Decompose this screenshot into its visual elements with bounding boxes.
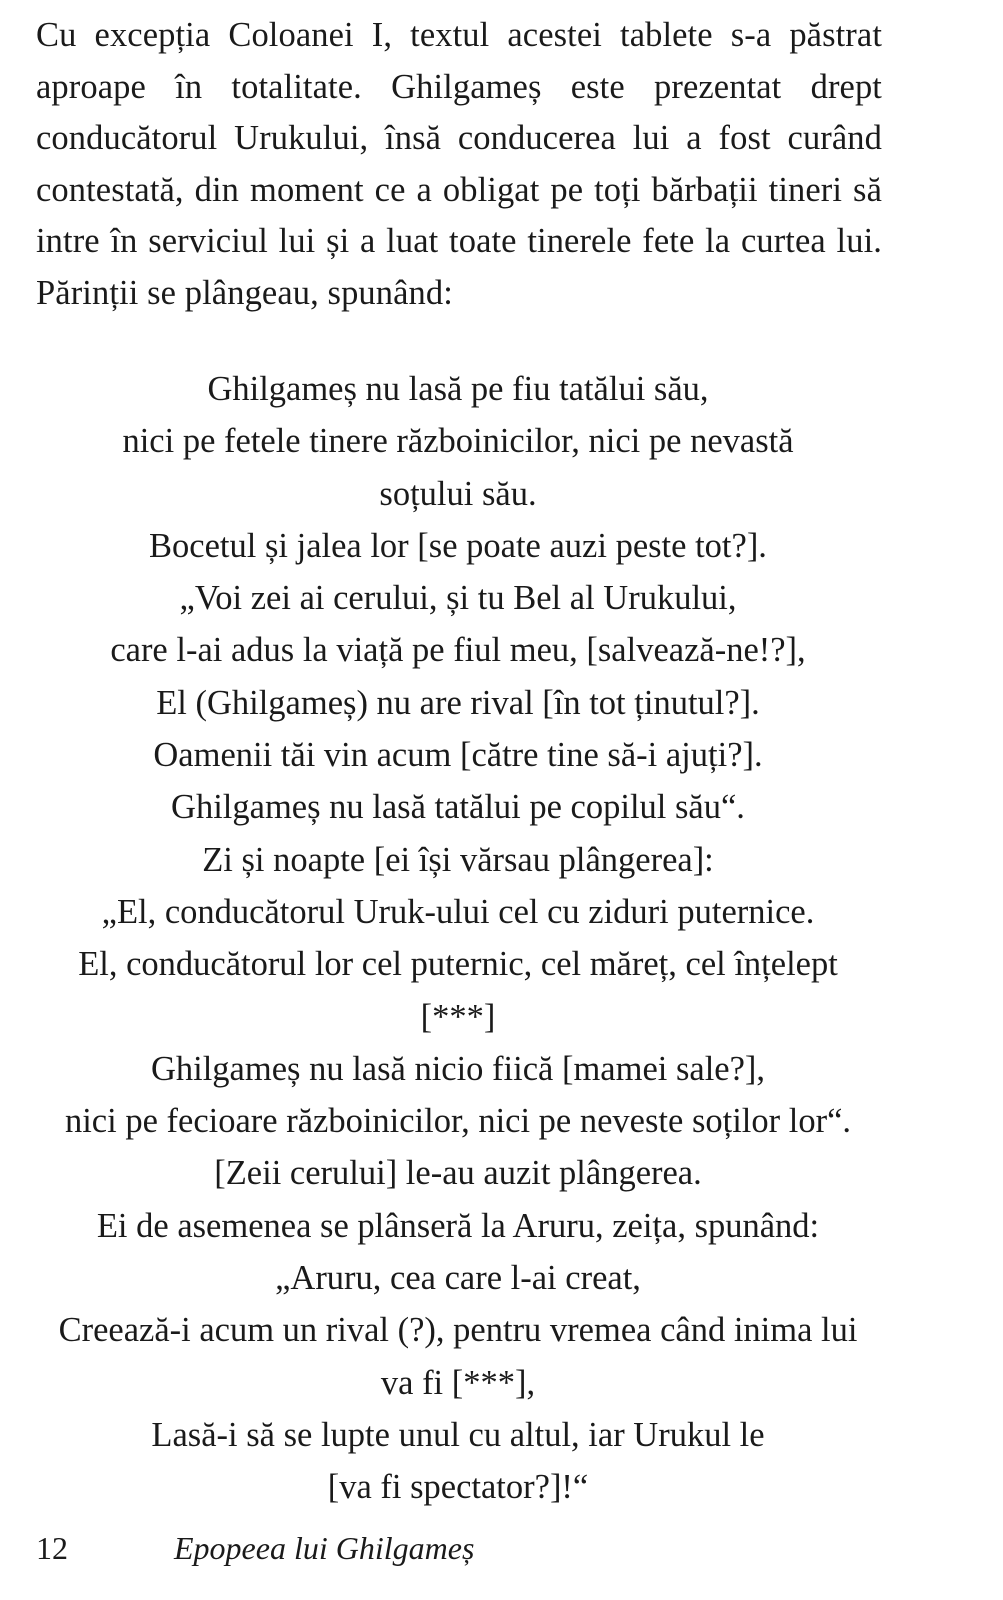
page-number: 12 [36,1530,68,1566]
verse-line: Ghilgameș nu lasă pe fiu tatălui său, [207,370,709,408]
verse-line: [va fi spectator?]!“ [327,1468,589,1507]
verse-line: Ei de asemenea se plânseră la Aruru, zeița, spunând: [96,1206,820,1245]
verse-line: [***] [420,997,496,1036]
verse-line: nici pe fecioare războinicilor, nici pe neveste soților lor“. [64,1102,852,1141]
running-title: Epopeea lui Ghilgameș [174,1530,475,1566]
verse-line: soțului său. [379,474,537,513]
paragraph-line: intre în serviciul lui și a luat toate tinerele fete la curtea lui. [36,222,882,260]
verse-line: [Zeii cerului] le-au auzit plângerea. [214,1154,702,1193]
verse-line: „Aruru, cea care l-ai creat, [275,1259,641,1298]
paragraph-line: contestată, din moment ce a obligat pe toți bărbații tineri să [36,170,882,209]
verse-line: Oamenii tăi vin acum [către tine să-i ajuți?]. [153,736,763,775]
paragraph-line: Părinții se plângeau, spunând: [36,273,453,312]
verse-line: Bocetul și jalea lor [se poate auzi peste tot?]. [149,526,767,565]
verse-line: nici pe fetele tinere războinicilor, nici pe nevastă [122,422,794,461]
verse-line: Lasă-i să se lupte unul cu altul, iar Urukul le [151,1415,765,1454]
verse-block [0,363,916,1514]
verse-line: Ghilgameș nu lasă tatălui pe copilul său“. [171,788,745,827]
verse-line: Zi și noapte [ei își vărsau plângerea]: [202,840,714,879]
verse-line: va fi [***], [380,1363,536,1402]
paragraph-line: aproape în totalitate. Ghilgameș este prezentat drept [36,67,882,106]
intro-paragraph [36,10,882,319]
verse-line: El, conducătorul lor cel puternic, cel măreț, cel înțelept [78,945,838,984]
verse-line: „El, conducătorul Uruk-ului cel cu ziduri puternice. [101,892,815,931]
verse-line: care l-ai adus la viață pe fiul meu, [salvează-ne!?], [110,631,806,670]
verse-line: El (Ghilgameș) nu are rival [în tot ținutul?]. [156,683,760,722]
verse-line: Creează-i acum un rival (?), pentru vremea când inima lui [58,1311,858,1350]
paragraph-line: Cu excepția Coloanei I, textul acestei tablete s-a păstrat [36,16,882,54]
paragraph-line: conducătorul Urukului, însă conducerea lui a fost curând [36,119,882,157]
verse-line: Ghilgameș nu lasă nicio fiică [mamei sale?], [150,1049,766,1088]
page-footer [36,1522,636,1574]
verse-line: „Voi zei ai cerului, și tu Bel al Urukului, [179,579,737,618]
